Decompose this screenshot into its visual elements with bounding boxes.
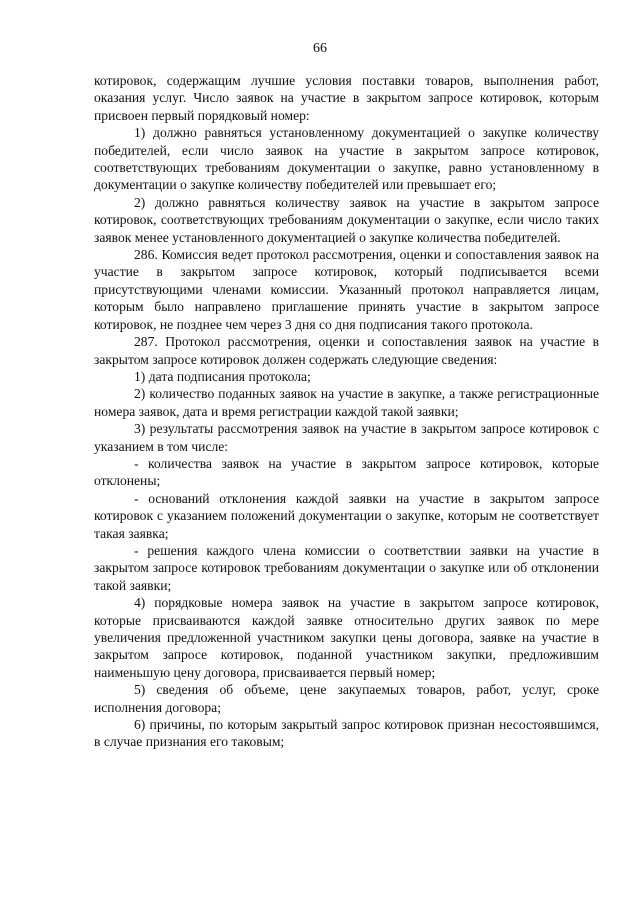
list-item-5-volume-price: 5) сведения об объеме, цене закупаемых товаров, работ, услуг, сроке исполнения договора; — [94, 682, 599, 715]
paragraph-286-protocol: 286. Комиссия ведет протокол рассмотрения, оценки и сопоставления заявок на участие в закрытом запросе котировок, который подписывается всеми присутствующими членами комиссии. Указанный протокол направляется лицам, которым было направлено приглашение принять участие в закрытом запросе котировок, не позднее чем через 3 дня со дня подписания такого протокола. — [94, 247, 599, 332]
list-item-1-signing-date: 1) дата подписания протокола; — [134, 368, 311, 384]
page-number: 66 — [313, 41, 327, 56]
sub-item-member-decisions: - решения каждого члена комиссии о соответствии заявки на участие в закрытом запросе котировок требованиям документации о закупке или об отклонении такой заявки; — [94, 542, 599, 593]
list-item-6-failure-reasons: 6) причины, по которым закрытый запрос котировок признан несостоявшимся, в случае признания его таковым; — [94, 717, 599, 750]
paragraph-287-protocol-contents: 287. Протокол рассмотрения, оценки и сопоставления заявок на участие в закрытом запросе котировок должен содержать следующие сведения: — [94, 334, 599, 367]
sub-item-rejected-count: - количества заявок на участие в закрытом запросе котировок, которые отклонены; — [94, 455, 599, 489]
document-body — [94, 72, 599, 751]
list-item-3-review-results: 3) результаты рассмотрения заявок на участие в закрытом запросе котировок с указанием в том числе: — [94, 421, 599, 454]
paragraph-continuation: котировок, содержащим лучшие условия поставки товаров, выполнения работ, оказания услуг. Число заявок на участие в закрытом запросе котировок, которым присвоен первый порядковый номер: — [94, 73, 599, 123]
list-item-2-applications-count: 2) количество поданных заявок на участие в закупке, а также регистрационные номера заявок, дата и время регистрации каждой такой заявки; — [94, 386, 599, 419]
list-item-4-ordinal-numbers: 4) порядковые номера заявок на участие в закрытом запросе котировок, которые присваиваются каждой заявке относительно других заявок по мере увеличения предложенной участником закупки цены договора, заявке на участие в закрытом запросе котировок, поданной участником закупки, предложившим наименьшую цену договора, присваивается первый номер; — [94, 595, 599, 680]
paragraph-item-1-first-place-equal-winners: 1) должно равняться установленному документацией о закупке количеству победителей, если число заявок на участие в закрытом запросе котировок, соответствующих требованиям документации о закупке, равно установленному в документации о закупке количеству победителей или превышает его; — [94, 125, 599, 193]
sub-item-rejection-grounds: - оснований отклонения каждой заявки на участие в закрытом запросе котировок с указанием положений документации о закупке, которым не соответствует такая заявка; — [94, 490, 599, 541]
paragraph-item-2-first-place-equal-applications: 2) должно равняться количеству заявок на участие в закрытом запросе котировок, соответствующих требованиям документации о закупке, если число таких заявок менее установленного документацией о закупке количества победителей. — [94, 194, 599, 245]
